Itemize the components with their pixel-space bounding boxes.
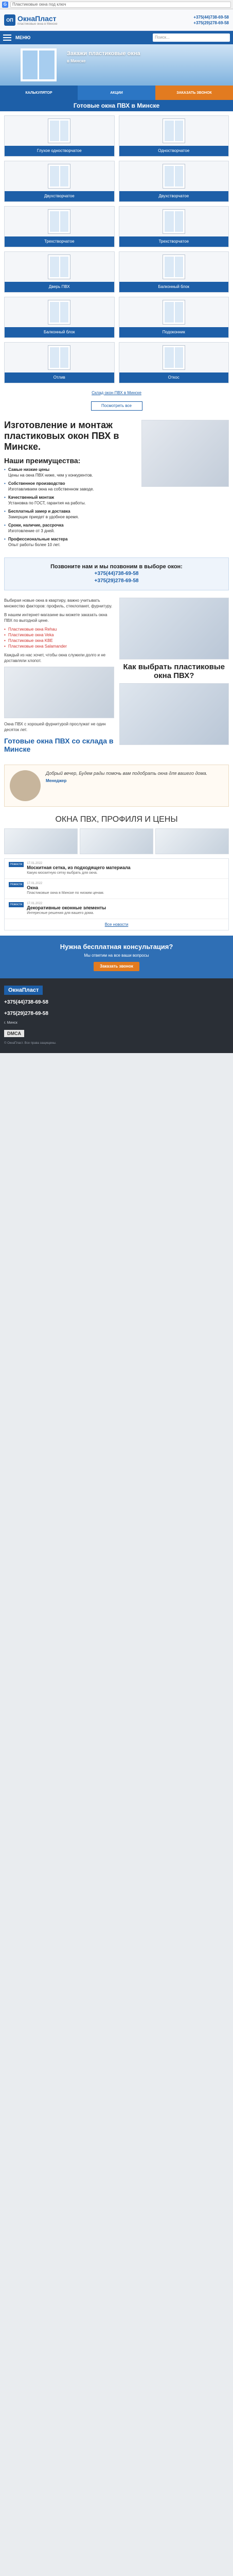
browser-bar [0, 0, 233, 9]
profile-links [4, 626, 114, 649]
header-phones [193, 14, 229, 26]
news-date: 17.01.2022 [27, 862, 43, 865]
footer-address: г. Минск [4, 1021, 17, 1025]
window-image [163, 255, 185, 279]
article-paragraph: Окна ПВХ с хорошей фурнитурой прослужат не один десяток лет. [4, 722, 106, 732]
article-paragraph: Выбирая новые окна в квартиру, важно учитывать множество факторов: профиль, стеклопакет, фурнитуру. [4, 598, 113, 608]
advantage-item: • Бесплатный замер и доставка Замерщик приедет в удобное время. [4, 509, 136, 520]
all-news-link[interactable]: Все новости [104, 922, 129, 927]
view-all-button[interactable]: Посмотреть все [91, 401, 142, 411]
call-box-phone-2[interactable]: +375(29)278-69-58 [94, 578, 139, 584]
footer-phone-1[interactable]: +375(44)738-69-58 [4, 999, 48, 1005]
tile-calculator[interactable]: КАЛЬКУЛЯТОР [0, 86, 78, 100]
window-image [163, 210, 185, 233]
window-image [48, 300, 70, 324]
news-item[interactable] [5, 899, 228, 919]
profile-link[interactable]: • Пластиковые окна Salamander [4, 643, 114, 649]
logo[interactable] [4, 14, 58, 26]
advantage-item: • Сроки, наличие, рассрочка Изготовление от 3 дней. [4, 522, 136, 534]
intro-section [0, 416, 233, 554]
product-caption: Откос [119, 372, 229, 383]
product-card[interactable] [119, 115, 229, 157]
products-title: Готовые окна ПВХ в Минске [0, 100, 233, 111]
profile-image[interactable] [4, 828, 78, 854]
article-paragraph: В нашем интернет-магазине вы можете заказать окна ПВХ по выгодной цене. [4, 613, 107, 623]
product-caption: Дверь ПВХ [5, 282, 114, 292]
product-caption: Балконный блок [119, 282, 229, 292]
manager-quote [4, 765, 229, 807]
window-image [163, 164, 185, 188]
tile-promotions[interactable]: АКЦИИ [78, 86, 155, 100]
product-caption: Трехстворчатое [5, 236, 114, 247]
advantage-item: • Качественный монтаж Установка по ГОСТ, гарантия на работы. [4, 495, 136, 506]
window-image [48, 346, 70, 369]
call-box [4, 557, 229, 590]
advantage-item: • Самые низкие цены Цены на окна ПВХ ниже, чем у конкурентов. [4, 467, 136, 478]
product-caption: Отлив [5, 372, 114, 383]
window-image [48, 255, 70, 279]
news-item[interactable] [5, 879, 228, 899]
profile-link[interactable]: • Пластиковые окна Veka [4, 632, 114, 638]
news-title: Окна [27, 885, 39, 890]
header-phone-2[interactable]: +375(29)278-69-58 [193, 20, 229, 25]
address-bar[interactable]: Пластиковые окна под ключ [10, 2, 231, 8]
quote-text: Добрый вечер, Будем рады помочь вам подобрать окна для вашего дома. [46, 771, 208, 776]
news-tag: Новости [9, 882, 24, 887]
search-engine-icon[interactable]: G [2, 2, 8, 8]
call-box-title: Позвоните нам и мы позвоним в выборе окон: [50, 564, 183, 570]
avatar [10, 770, 41, 801]
menu-label[interactable]: МЕНЮ [15, 35, 31, 40]
copyright: © ОкнаПласт. Все права защищены. [4, 1042, 57, 1045]
how-to-choose-heading: Как выбрать пластиковые окна ПВХ? [123, 663, 225, 680]
product-card[interactable] [119, 297, 229, 338]
product-caption: Подоконник [119, 327, 229, 337]
logo-tagline: пластиковые окна в Минске [17, 22, 58, 26]
product-card[interactable] [119, 342, 229, 383]
product-card[interactable] [4, 115, 115, 157]
window-photo [119, 598, 229, 659]
window-image [163, 346, 185, 369]
news-list [4, 858, 229, 930]
hamburger-icon[interactable] [3, 35, 11, 41]
window-image [163, 300, 185, 324]
news-item[interactable] [5, 859, 228, 879]
product-caption: Трехстворчатое [119, 236, 229, 247]
advantage-item: • Собственное производство Изготавливаем окна на собственном заводе. [4, 481, 136, 492]
news-date: 17.01.2022 [27, 902, 43, 905]
product-card[interactable] [119, 206, 229, 247]
profiles-title: ОКНА ПВХ, ПРОФИЛЯ И ЦЕНЫ [55, 815, 178, 824]
product-card[interactable] [4, 342, 115, 383]
hero-banner[interactable] [0, 44, 233, 86]
hero-title: Закажи пластиковые окна [67, 50, 140, 57]
advantage-item: • Профессиональные мастера Опыт работы более 10 лет. [4, 536, 136, 548]
consultation-title: Нужна бесплатная консультация? [60, 943, 173, 951]
product-caption: Двухстворчатое [5, 191, 114, 201]
news-text: Какую москитную сетку выбрать для окна. [27, 871, 98, 875]
tile-callback[interactable]: ЗАКАЗАТЬ ЗВОНОК [155, 86, 233, 100]
warehouse-link[interactable]: Склад окон ПВХ в Минске [92, 391, 141, 395]
page-title: Изготовление и монтаж пластиковых окон ПВХ в Минске. [4, 420, 119, 452]
news-date: 17.01.2022 [27, 882, 43, 885]
news-tag: Новости [9, 862, 24, 867]
product-card[interactable] [119, 251, 229, 293]
dmca-badge[interactable]: DMCA [4, 1030, 24, 1037]
profile-image[interactable] [80, 828, 153, 854]
menu-row [0, 31, 233, 44]
profile-link[interactable]: • Пластиковые окна KBE [4, 638, 114, 643]
product-caption: Глухое одностворчатое [5, 146, 114, 156]
news-title: Декоративные оконные элементы [27, 905, 106, 910]
consultation-block [0, 936, 233, 978]
window-image [48, 164, 70, 188]
product-caption: Двухстворчатое [119, 191, 229, 201]
product-grid [0, 111, 233, 387]
news-text: Интересные решения для вашего дома. [27, 911, 94, 915]
profiles-strip [0, 828, 233, 854]
page [0, 0, 233, 1053]
product-card[interactable] [4, 297, 115, 338]
window-profile-image [4, 667, 114, 718]
window-image [48, 119, 70, 143]
warehouse-heading: Готовые окна ПВХ со склада в Минске [4, 737, 114, 753]
profile-link[interactable]: • Пластиковые окна Rehau [4, 626, 114, 632]
news-tag: Новости [9, 902, 24, 907]
article-paragraph: Каждый из нас хочет, чтобы окна служили долго и не доставляли хлопот. [4, 653, 106, 663]
search-input[interactable]: Поиск... [153, 33, 230, 42]
product-card[interactable] [4, 161, 115, 202]
window-illustration [21, 48, 57, 81]
news-text: Пластиковые окна в Минске по низким ценам. [27, 891, 104, 895]
installer-photo [141, 420, 229, 487]
product-caption: Балконный блок [5, 327, 114, 337]
window-image [163, 119, 185, 143]
call-box-phone-1[interactable]: +375(44)738-69-58 [94, 571, 139, 577]
header-phone-1[interactable]: +375(44)738-69-58 [193, 14, 229, 20]
order-call-button[interactable]: Заказать звонок [94, 962, 139, 971]
logo-text: ОкнаПласт [17, 14, 57, 23]
consultation-subtitle: Мы ответим на все ваши вопросы [84, 953, 149, 958]
news-title: Москитная сетка, из подходящего материала [27, 865, 131, 870]
profile-image[interactable] [155, 828, 229, 854]
advantages-title: Наши преимущества: [4, 456, 81, 465]
quick-tiles [0, 86, 233, 100]
quote-author: Менеджер [46, 778, 67, 783]
footer-logo[interactable]: ОкнаПласт [4, 986, 43, 995]
footer [0, 978, 233, 1053]
product-card[interactable] [119, 161, 229, 202]
window-section-image [119, 683, 229, 745]
advantages-list [4, 467, 136, 548]
window-image [48, 210, 70, 233]
header [0, 9, 233, 31]
footer-phone-2[interactable]: +375(29)278-69-58 [4, 1011, 48, 1016]
product-caption: Одностворчатое [119, 146, 229, 156]
hero-subtitle: в Минске [67, 59, 86, 63]
article [0, 594, 233, 760]
product-card[interactable] [4, 251, 115, 293]
product-card[interactable] [4, 206, 115, 247]
logo-mark-icon: ОП [4, 14, 15, 26]
